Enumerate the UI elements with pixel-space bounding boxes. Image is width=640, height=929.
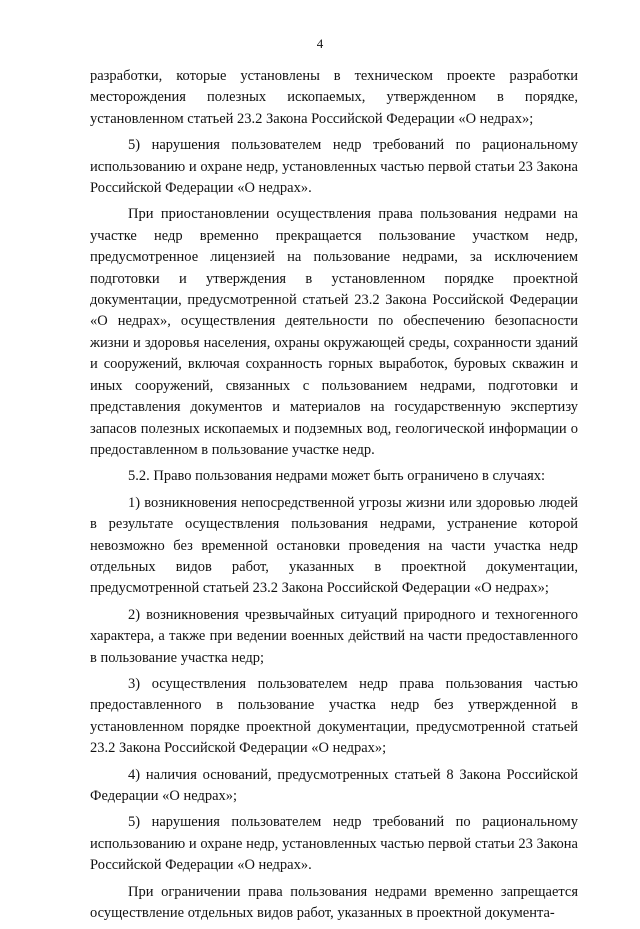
paragraph: При приостановлении осуществления права пользования недрами на участке недр временно прекращается пользование участком недр, предусмотренное лицензией на пользование недрами, за исключением подготовки и утверждения в установленном порядке проектной документации, предусмотренной статьей 23.2 Закона Российской Федерации «О недрах», осуществления деятельности по обеспечению безопасности жизни и здоровья населения, охраны окружающей среды, сохранности зданий и сооружений, включая сохранность горных выработок, буровых скважин и иных сооружений, связанных с пользованием недрами, подготовки и представления документов и материалов на государственную экспертизу запасов полезных ископаемых и подземных вод, геологической информации о предоставленном в пользование участке недр.: [90, 206, 578, 458]
page-number: 4: [316, 36, 324, 51]
document-body: [90, 66, 578, 929]
paragraph: 4) наличия оснований, предусмотренных статьей 8 Закона Российской Федерации «О недрах»;: [90, 766, 578, 804]
paragraph: 5) нарушения пользователем недр требований по рациональному использованию и охране недр, установленных частью первой статьи 23 Закона Российской Федерации «О недрах».: [90, 137, 578, 197]
paragraph: 3) осуществления пользователем недр права пользования частью предоставленного в пользование участка недр без утвержденной в установленном порядке проектной документации, предусмотренной статьей 23.2 Закона Российской Федерации «О недрах»;: [90, 675, 578, 757]
paragraph: 5) нарушения пользователем недр требований по рациональному использованию и охране недр, установленных частью первой статьи 23 Закона Российской Федерации «О недрах».: [90, 814, 578, 874]
paragraph: 1) возникновения непосредственной угрозы жизни или здоровью людей в результате осуществления пользования недрами, устранение которой невозможно без временной остановки проведения на части участка недр отдельных видов работ, указанных в проектной документации, предусмотренной статьей 23.2 Закона Российской Федерации «О недрах»;: [90, 494, 578, 597]
paragraph: разработки, которые установлены в техническом проекте разработки месторождения полезных ископаемых, утвержденном в порядке, установленном статьей 23.2 Закона Российской Федерации «О недрах»;: [90, 68, 578, 127]
paragraph: При ограничении права пользования недрами временно запрещается осуществление отдельных видов работ, указанных в проектной документа-: [90, 883, 578, 922]
paragraph: 5.2. Право пользования недрами может быть ограничено в случаях:: [128, 468, 546, 485]
paragraph: 2) возникновения чрезвычайных ситуаций природного и техногенного характера, а также при ведении военных действий на части предоставленного в пользование участка недр;: [90, 606, 578, 666]
